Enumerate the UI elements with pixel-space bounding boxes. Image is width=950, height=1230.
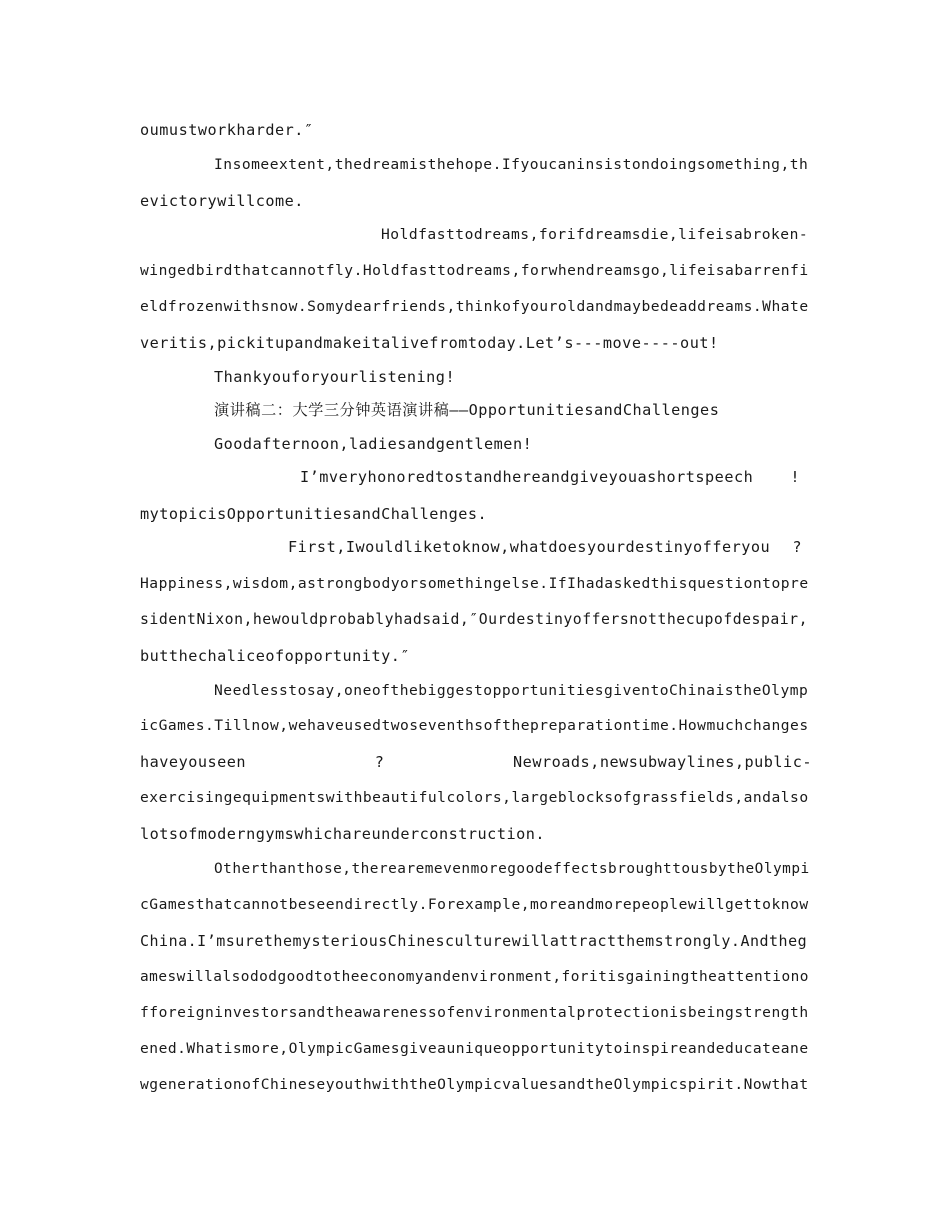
text-line: icGames.Tillnow,wehaveusedtwoseventhsofthepreparationtime.Howmuchchanges (140, 717, 809, 734)
text-line: eldfrozenwithsnow.Somydearfriends,thinkofyouroldandmaybedeaddreams.Whate (140, 298, 809, 315)
text-line: veritis,pickitupandmakeitalivefromtoday.Let’s---move----out! (140, 334, 719, 352)
text-line: mytopicisOpportunitiesandChallenges. (140, 505, 488, 523)
text-line: evictorywillcome. (140, 192, 304, 210)
text-segment: ? (374, 753, 385, 771)
paragraph-start: Needlesstosay,oneofthebiggestopportunitiesgiventoChinaistheOlymp (214, 682, 809, 699)
text-line: Happiness,wisdom,astrongbodyorsomethingelse.IfIhadaskedthisquestiontopre (140, 575, 809, 592)
text-line: ened.Whatismore,OlympicGamesgiveauniqueopportunitytoinspireandeducateane (140, 1040, 809, 1057)
text-line (140, 752, 812, 772)
text-segment: Newroads,newsubwaylines,public- (513, 753, 812, 771)
greeting-line: Goodafternoon,ladiesandgentlemen! (214, 435, 533, 453)
text-line: cGamesthatcannotbeseendirectly.Forexample,moreandmorepeoplewillgettoknow (140, 896, 809, 913)
paragraph-start: Thankyouforyourlistening! (214, 368, 456, 386)
paragraph-start: Holdfasttodreams,forifdreamsdie,lifeisabroken- (381, 226, 809, 243)
text-line (288, 537, 802, 557)
text-line: wgenerationofChineseyouthwiththeOlympicvaluesandtheOlympicspirit.Nowthat (140, 1076, 809, 1093)
text-line: wingedbirdthatcannotfly.Holdfasttodreams,forwhendreamsgo,lifeisabarrenfi (140, 262, 809, 279)
text-line: ameswillalsododgoodtotheeconomyandenvironment,foritisgainingtheattentiono (140, 969, 809, 985)
paragraph-start: Otherthanthose,therearemevenmoregoodeffectsbroughttousbytheOlympi (214, 861, 810, 877)
text-segment: First,Iwouldliketoknow,whatdoesyourdestinyofferyou (288, 538, 771, 556)
text-line: China.I’msurethemysteriousChinesculturewillattractthemstrongly.Andtheg (140, 932, 808, 950)
text-line: butthechaliceofopportunity.″ (140, 647, 411, 665)
text-line (300, 467, 800, 487)
text-line: oumustworkharder.″ (140, 121, 314, 139)
text-line: sidentNixon,hewouldprobablyhadsaid,″Ourdestinyoffersnotthecupofdespair, (140, 611, 809, 628)
text-segment: haveyouseen (140, 753, 247, 771)
text-line: fforeigninvestorsandtheawarenessofenvironmentalprotectionisbeingstrength (140, 1004, 809, 1021)
text-segment: ! (790, 468, 800, 486)
text-line: lotsofmoderngymswhichareunderconstruction. (140, 825, 546, 843)
text-segment: I’mveryhonoredtostandhereandgiveyouashortspeech (300, 468, 754, 486)
text-segment: ? (792, 538, 802, 556)
text-line: exercisingequipmentswithbeautifulcolors,largeblocksofgrassfields,andalso (140, 789, 809, 806)
paragraph-start: Insomeextent,thedreamisthehope.Ifyoucaninsistondoingsomething,th (214, 156, 809, 173)
section-heading: 演讲稿二：大学三分钟英语演讲稿——OpportunitiesandChallenges (214, 401, 720, 419)
